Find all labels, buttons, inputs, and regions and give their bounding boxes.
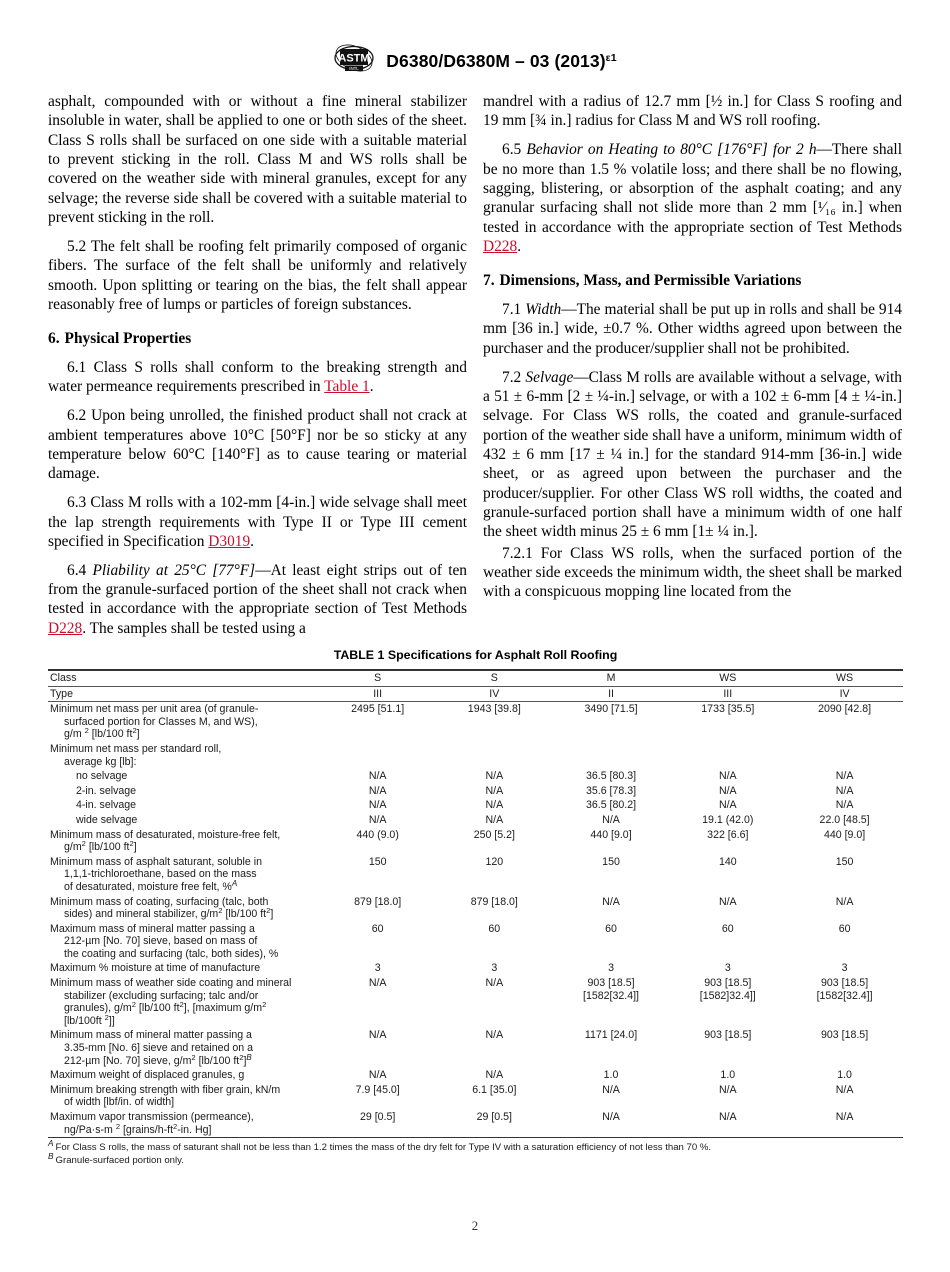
table-cell: 903 [18.5] [1582]32.4]] [699,977,756,1002]
table-label-line: Maximum weight of displaced granules, g [50,1069,245,1082]
table-cell: 22.0 [48.5] [819,813,870,826]
table-label-line: 4-in. selvage [76,799,137,812]
paragraph-6-4-text-b: . The samples shall be tested using a [82,619,306,637]
paragraph-6-4-continuation: mandrel with a radius of 12.7 mm [½ in.] for Class S roofing and 19 mm [¾ in.] radius for Class M and WS roll roofing. [483,93,902,130]
page-header [0,44,950,74]
table-label-line: no selvage [76,770,128,783]
svg-text:ASTM: ASTM [338,52,370,65]
table-cell: 440 (9.0) [356,828,399,841]
table-header-cell: II [608,687,614,700]
table-1-footnotes [48,1138,903,1167]
table-cell: N/A [368,799,387,812]
table-row-label [48,961,319,976]
table-row-label [48,1028,319,1068]
table-1-title: TABLE 1 Specifications for Asphalt Roll Roofing [333,648,618,662]
table-row [48,961,903,976]
table-header-row [48,687,903,702]
table-cell: N/A [835,799,854,812]
table-cell: N/A [718,784,737,797]
crossref-table-1[interactable]: Table 1 [324,378,370,396]
table-row-label [48,798,319,813]
table-cell: 140 [718,855,737,868]
table-cell: 3 [491,962,498,975]
paragraph-6-1-text-a: 6.1 Class S rolls shall conform to the breaking strength and water permeance requirements prescribed in [48,359,467,396]
table-cell: 2495 [51.1] [351,703,405,716]
table-row [48,769,903,784]
paragraph-6-5 [483,140,902,256]
table-label-line: Minimum mass of weather side coating and mineral [50,977,292,990]
table-label-line: Minimum mass of desaturated, moisture-free felt, [50,828,281,841]
section-7-number: 7. [483,272,495,290]
paragraph-6-3-text-b: . [250,532,255,550]
table-label-line: 2-in. selvage [76,784,137,797]
table-cell: N/A [835,1083,854,1096]
table-row [48,828,903,855]
table-label-line: of width [lbf/in. of width] [64,1096,175,1109]
table-row [48,1028,903,1068]
table-cell: N/A [485,977,504,990]
table-row [48,702,903,742]
section-heading-7 [483,271,902,290]
table-header-label: Class [50,672,77,684]
table-cell: 3 [608,962,614,975]
crossref-d3019[interactable]: D3019 [208,532,251,550]
table-cell: N/A [602,1083,620,1096]
table-header-cell: IV [489,687,500,700]
table-row [48,855,903,895]
section-7-title: Dimensions, Mass, and Permissible Variations [499,272,802,290]
paragraph-6-2: 6.2 Upon being unrolled, the finished product shall not crack at ambient temperatures above 10°C [50°F] nor be so sticky at any temperature below 60°C [140°F] as to cause tearing or material damage. [48,407,467,483]
table-cell: 1.0 [720,1069,736,1082]
table-row [48,976,903,1028]
table-cell: 120 [485,855,504,868]
table-row [48,1068,903,1083]
table-label-line: wide selvage [76,813,138,826]
table-cell: 36.5 [80.3] [585,770,637,783]
table-header-cell: S [490,672,498,684]
footnote-text: For Class S rolls, the mass of saturant shall not be less than 1.2 times the mass of the dry felt for Type IV with a saturation efficiency of not less than 70 %. [55,1142,712,1154]
section-6-title: Physical Properties [64,330,192,348]
table-cell: 7.9 [45.0] [355,1083,400,1096]
paragraph-6-5-term: Behavior on Heating to 80°C [176°F] for 2 h [526,141,817,159]
paragraph-6-5-text-a: —There shall be no more than 1.5 % volatile loss; and there shall be no flowing, sagging, blistering, or absorption of the asphalt coating; and any granular surfacing shall not slide more than 2 mm [¹⁄₁₆ in.] when tested in accordance with the appropriate section of Test Methods [483,141,902,236]
table-cell: 1733 [35.5] [701,703,755,716]
paragraph-5-2: 5.2 The felt shall be roofing felt primarily composed of organic fibers. The surface of the felt shall be uniformly and relatively smooth. Upon splitting or tearing on the bias, the felt shall appear reasonably free of lumps or particles of foreign substances. [48,237,467,313]
paragraph-7-2 [483,368,902,542]
table-header-cell: WS [836,672,854,684]
paragraph-7-1-term: Width [525,301,562,319]
table-row [48,1110,903,1138]
table-cell: N/A [485,770,504,783]
table-header-cell: WS [719,672,737,684]
table-cell: 60 [721,922,734,935]
table-label-line: Maximum mass of mineral matter passing a [50,922,255,935]
table-1-body [48,670,903,1138]
paragraph-6-1 [48,358,467,397]
table-cell: N/A [835,784,854,797]
table-cell: 1943 [39.8] [467,703,521,716]
table-label-line: Maximum % moisture at time of manufacture [50,962,261,975]
table-cell: N/A [835,895,854,908]
table-label-line: Maximum vapor transmission (permeance), [50,1111,254,1123]
table-label-line: $g/m^2$ [lb/100 $ft^2$] [64,839,137,854]
table-footnote [48,1151,903,1167]
paragraph-6-3-text-a: 6.3 Class M rolls with a 102-mm [4-in.] wide selvage shall meet the lap strength requirements with Type II or Type III cement specified in Specification [48,494,467,550]
table-cell: 2090 [42.8] [818,703,872,716]
table-cell [786,742,903,769]
page-number: 2 [471,1218,479,1233]
right-text-column [483,92,902,602]
table-label-line: sides) and mineral stabilizer, $g/m^2$ [lb/100 $ft^2$] [64,906,274,921]
table-label-line: [lb/100ft $^2$]] [64,1012,115,1027]
table-cell: N/A [835,770,854,783]
paragraph-7-2-text: —Class M rolls are available without a selvage, with a 51 ± 6-mm [2 ± ¼-in.] selvage, or with a 102 ± 6-mm [4 ± ¼-in.] selvage. For Class WS rolls, the coated and granule-surfaced portion of the weather side shall have a uniform, minimum width of 432 ± 6 mm [17 ± ¼ in.] for the standard 914-mm [36-in.] wide sheet, or as agreed upon between the purchaser and the producer/supplier. For other Class WS roll widths, the coated and granule-surfaced portion shall have a minimum width of one half the sheet width minus 25 ± 6 mm [1± ¼ in.]. [483,368,902,541]
table-cell: 879 [18.0] [354,895,402,908]
table-cell [319,742,436,769]
table-cell: N/A [485,784,504,797]
table-row-label [48,855,319,895]
table-cell: 35.6 [78.3] [585,784,637,797]
table-row [48,784,903,799]
paragraph-5-1-continuation: asphalt, compounded with or without a fine mineral stabilizer insoluble in water, shall be applied to one or both sides of the sheet. Class S rolls shall be surfaced on one side with a suitable material to prevent sticking in the roll. Class M and WS rolls shall be covered on the weather side with mineral granules, except for any selvage; the reverse side shall be covered with a suitable material to prevent sticking in the roll. [48,93,467,227]
table-cell: 3 [724,962,731,975]
table-header-cell: IV [839,687,850,700]
table-cell: N/A [718,770,737,783]
table-label-line: Minimum breaking strength with fiber grain, kN/m [50,1083,281,1096]
table-label-line: surfaced portion for Classes M, and WS), [64,715,258,728]
table-label-line: 3.35-mm [No. 6] sieve and retained on a [64,1042,254,1055]
table-row-label [48,702,319,742]
paragraph-7-2-1: 7.2.1 For Class WS rolls, when the surfaced portion of the weather side exceeds the minimum width, the sheet shall be marked with a conspicuous mopping line located from the [483,544,902,601]
crossref-d228-right[interactable]: D228 [483,237,518,255]
table-cell: N/A [368,977,387,990]
table-cell: N/A [602,1111,620,1123]
table-label-line: granules), $g/m^2$ [lb/100 $ft^2$], [maximum $g/m^2$ [64,1000,267,1015]
table-row-label [48,784,319,799]
table-header-cell: III [373,687,383,700]
table-label-line: 212-µm [No. 70] sieve, $g/m^2$ [lb/100 $ft^2]^B$ [64,1052,252,1067]
paragraph-6-4 [48,561,467,638]
paragraph-6-1-text-b: . [369,378,374,396]
paragraph-6-4-term: Pliability at 25°C [77°F] [92,561,256,579]
table-cell [669,742,786,769]
table-cell: 440 [9.0] [590,828,632,841]
table-cell: 29 [0.5] [359,1111,396,1123]
table-cell: 60 [488,922,501,935]
table-cell: 1171 [24.0] [584,1029,638,1042]
table-cell: 322 [6.6] [707,828,749,841]
table-label-line: Minimum mass of mineral matter passing a [50,1029,252,1042]
table-label-line: 1,1,1-trichloroethane, based on the mass [64,868,257,881]
table-cell: N/A [602,895,620,908]
table-cell: 60 [605,922,617,935]
table-cell: N/A [368,770,387,783]
paragraph-7-1-text: —The material shall be put up in rolls and shall be 914 mm [36 in.] wide, ±0.7 %. Other widths agreed upon between the purchaser and the producer/supplier shall not be prohibited. [483,301,902,357]
table-cell: 250 [5.2] [473,828,515,841]
table-label-line: Minimum net mass per unit area (of granule- [50,703,259,716]
table-cell: 36.5 [80.2] [585,799,637,812]
table-cell: N/A [368,784,387,797]
table-1-container [48,648,903,1167]
table-label-line: Minimum mass of asphalt saturant, soluble in [50,855,262,868]
crossref-d228-left[interactable]: D228 [48,619,83,637]
table-cell: 19.1 (42.0) [702,813,754,826]
table-cell: N/A [368,1069,387,1082]
table-cell: N/A [718,895,737,908]
table-label-line: g/m $^2$ [lb/100 $ft^2$] [64,726,140,741]
table-row [48,813,903,828]
astm-logo-icon [333,44,375,74]
table-header-cell: M [606,672,616,684]
table-cell: 440 [9.0] [823,828,866,841]
table-cell: 879 [18.0] [470,895,518,908]
designation-text: D6380/D6380M – 03 (2013) [386,51,606,71]
table-cell: N/A [485,813,504,826]
table-header-label: Type [50,687,73,700]
table-row [48,1083,903,1110]
table-row-label [48,1068,319,1083]
table-cell: N/A [485,1029,504,1042]
table-cell: 29 [0.5] [476,1111,512,1123]
table-cell: 903 [18.5] [1582[32.4]] [583,977,639,1002]
paragraph-7-1 [483,300,902,358]
table-cell [436,742,553,769]
table-cell: 6.1 [35.0] [472,1083,517,1096]
table-row [48,742,903,769]
paragraph-7-2-term: Selvage [525,368,574,386]
standard-designation [386,51,616,72]
paragraph-7-1-number: 7.1 [502,301,526,319]
left-text-column [48,92,467,638]
table-label-line: Minimum mass of coating, surfacing (talc, both [50,895,269,908]
table-cell: N/A [835,1111,854,1123]
table-cell: 150 [368,855,387,868]
table-cell: 903 [18.5] [1582[32.4]] [816,977,873,1002]
paragraph-6-5-text-b: . [517,237,522,255]
table-cell: N/A [718,1083,737,1096]
section-heading-6 [48,329,467,348]
table-cell: 3 [374,962,381,975]
table-label-line: average kg [lb]: [64,755,137,768]
table-header-cell: S [374,672,382,684]
table-cell: N/A [368,1029,387,1042]
section-6-number: 6. [48,330,60,348]
table-row-label [48,742,319,769]
table-label-line: 212-µm [No. 70] sieve, based on mass of [64,935,258,948]
table-row [48,922,903,962]
paragraph-6-4-text-a: —At least eight strips out of ten from the granule-surfaced portion of the sheet shall not crack when tested in accordance with the appropriate section of Test Methods [48,561,467,618]
table-row-label [48,1083,319,1110]
table-row-label [48,1110,319,1138]
footnote-text: Granule-surfaced portion only. [55,1155,184,1167]
table-label-line: the coating and surfacing (talc, both sides), % [64,947,279,960]
table-cell: N/A [602,813,620,826]
table-cell [553,742,670,769]
table-cell: N/A [485,1069,504,1082]
table-footnote [48,1138,903,1154]
table-cell: 3 [841,962,848,975]
paragraph-7-2-number: 7.2 [502,368,526,386]
table-row-label [48,922,319,962]
table-label-line: Minimum net mass per standard roll, [50,742,222,755]
table-cell: 1.0 [837,1069,852,1082]
table-cell: N/A [485,799,504,812]
table-row-label [48,976,319,1028]
designation-superscript: ε1 [605,52,617,64]
table-label-line: ng/Pa·s-m $^2$ [$grains/h-ft^2-in$. Hg] [64,1121,212,1136]
table-cell: 60 [838,922,851,935]
table-cell: 60 [371,922,384,935]
table-row [48,798,903,813]
table-cell: 1.0 [603,1069,619,1082]
table-cell: N/A [718,1111,737,1123]
table-row-label [48,769,319,784]
svg-text:INTL: INTL [349,66,360,72]
paragraph-6-3 [48,493,467,551]
table-row-label [48,828,319,855]
table-cell: 3490 [71.5] [584,703,638,716]
table-label-line: of desaturated, moisture free felt, %$^A$ [64,878,238,893]
paragraph-6-5-number: 6.5 [502,141,527,159]
table-cell: N/A [368,813,387,826]
footnote-marker: B [48,1151,54,1162]
table-row-label [48,813,319,828]
footnote-marker: A [48,1138,54,1149]
table-label-line: stabilizer (excluding surfacing; talc and/or [64,989,259,1002]
table-cell: 903 [18.5] [704,1029,752,1042]
table-cell: 150 [602,855,620,868]
table-header-row [48,671,903,686]
table-header-cell: III [723,687,733,700]
table-cell: N/A [718,799,737,812]
paragraph-6-4-number: 6.4 [67,561,93,579]
table-row [48,895,903,922]
table-cell: 150 [835,855,854,868]
table-1 [48,669,903,1138]
table-row-label [48,895,319,922]
table-cell: 903 [18.5] [821,1029,869,1042]
